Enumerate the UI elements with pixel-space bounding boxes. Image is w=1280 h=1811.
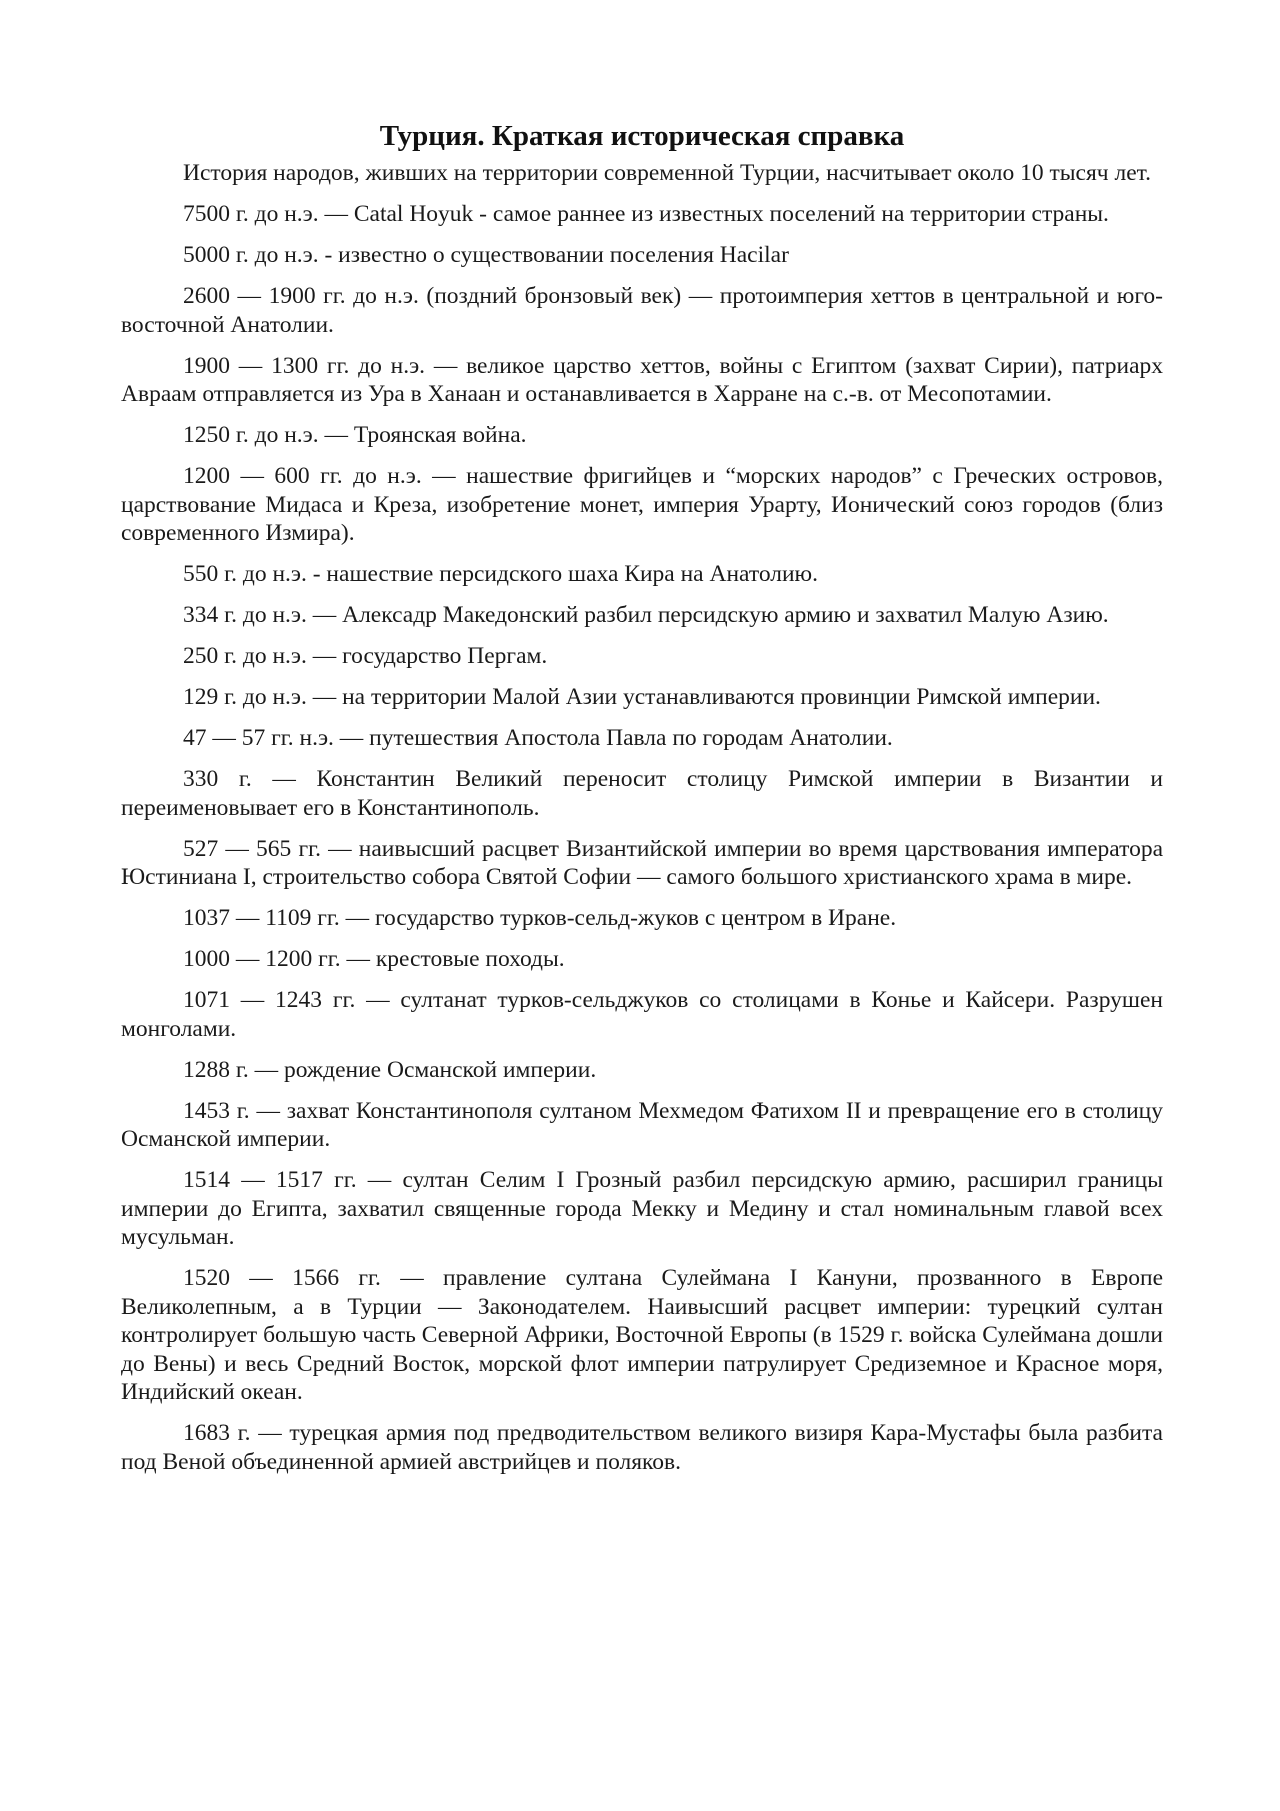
paragraph: 527 — 565 гг. — наивысший расцвет Византийской империи во время царствования императора Юстиниана I, строительство собора Святой Софии — самого большого христианского храма в мире. (121, 835, 1163, 890)
paragraph: 1000 — 1200 гг. — крестовые походы. (183, 946, 565, 972)
paragraph: 7500 г. до н.э. — Catal Hoyuk - самое раннее из известных поселений на территории страны. (183, 201, 1109, 227)
page-title: Турция. Краткая историческая справка (379, 120, 905, 152)
paragraph: 550 г. до н.э. - нашествие персидского шаха Кира на Анатолию. (183, 561, 818, 587)
paragraph: 47 — 57 гг. н.э. — путешествия Апостола Павла по городам Анатолии. (183, 725, 893, 751)
paragraph: 334 г. до н.э. — Алексадр Македонский разбил персидскую армию и захватил Малую Азию. (183, 602, 1109, 628)
paragraph: 330 г. — Константин Великий переносит столицу Римской империи в Византии и переименовывает его в Константинополь. (121, 766, 1163, 821)
paragraph: 1250 г. до н.э. — Троянская война. (183, 422, 527, 448)
paragraph: 2600 — 1900 гг. до н.э. (поздний бронзовый век) — протоимперия хеттов в центральной и юго-восточной Анатолии. (121, 283, 1163, 338)
paragraph: 1037 — 1109 гг. — государство турков-сельд-жуков с центром в Иране. (183, 905, 897, 931)
document-page (121, 118, 1163, 1489)
paragraph: 5000 г. до н.э. - известно о существовании поселения Hacilar (183, 242, 789, 268)
paragraph: 1900 — 1300 гг. до н.э. — великое царство хеттов, войны с Египтом (захват Сирии), патриарх Авраам отправляется из Ура в Ханаан и останавливается в Харране на с.-в. от Месопотамии. (121, 352, 1163, 407)
paragraph: 1200 — 600 гг. до н.э. — нашествие фригийцев и “морских народов” с Греческих островов, царствование Мидаса и Креза, изобретение монет, империя Урарту, Ионический союз городов (близ современного Измира). (121, 463, 1163, 546)
paragraph: 1288 г. — рождение Османской империи. (183, 1056, 597, 1083)
paragraph: История народов, живших на территории современной Турции, насчитывает около 10 тысяч лет. (183, 160, 1152, 186)
paragraph: 1683 г. — турецкая армия под предводительством великого визиря Кара-Мустафы была разбита под Веной объединенной армией австрийцев и поляков. (121, 1420, 1163, 1475)
paragraph: 1514 — 1517 гг. — султан Селим I Грозный разбил персидскую армию, расширил границы империи до Египта, захватил священные города Мекку и Медину и стал номинальным главой всех мусульман. (121, 1167, 1163, 1250)
paragraph: 129 г. до н.э. — на территории Малой Азии устанавливаются провинции Римской империи. (183, 684, 1101, 710)
paragraph: 1071 — 1243 гг. — султанат турков-сельджуков со столицами в Конье и Кайсери. Разрушен монголами. (121, 987, 1163, 1042)
paragraph: 1453 г. — захват Константинополя султаном Мехмедом Фатихом II и превращение его в столицу Османской империи. (121, 1097, 1163, 1152)
paragraph: 250 г. до н.э. — государство Пергам. (183, 643, 548, 669)
paragraph: 1520 — 1566 гг. — правление султана Сулеймана I Кануни, прозванного в Европе Великолепным, а в Турции — Законодателем. Наивысший расцвет империи: турецкий султан контролирует большую часть Северной Африки, Восточной Европы (в 1529 г. войска Сулеймана дошли до Вены) и весь Средний Восток, морской флот империи патрулирует Средиземное и Красное моря, Индийский океан. (121, 1265, 1163, 1405)
